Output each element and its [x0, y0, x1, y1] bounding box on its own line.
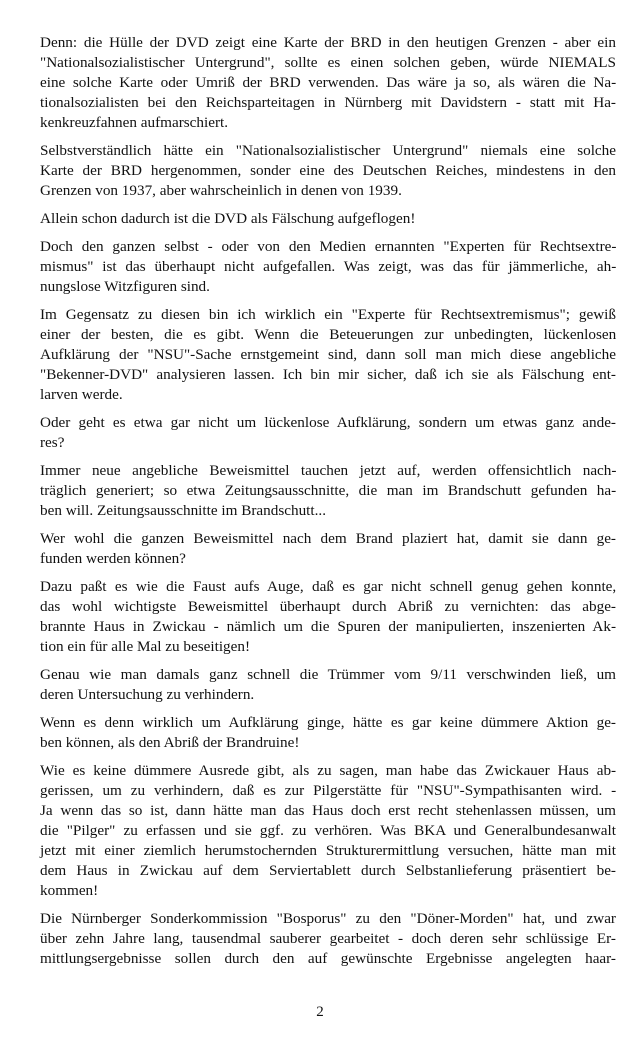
text-line: ben will. Zeitungsausschnitte im Brandschutt... — [40, 502, 326, 519]
text-line: Karte der BRD hergenommen, sonder eine des Deutschen Reiches, mindestens in den — [40, 162, 616, 179]
text-line: Dazu paßt es wie die Faust aufs Auge, daß es gar nicht schnell genug gehen konnte, — [40, 578, 617, 595]
paragraph — [40, 209, 616, 229]
text-line: über zehn Jahre lang, tausendmal sauberer gearbeitet - doch deren sehr schlüssige Er- — [40, 930, 616, 947]
text-line: Wie es keine dümmere Ausrede gibt, als zu sagen, man habe das Zwickauer Haus ab- — [40, 762, 617, 779]
paragraph — [40, 713, 616, 753]
text-line: mismus" ist das überhaupt nicht aufgefallen. Was zeigt, was das für jämmerliche, ah- — [40, 258, 617, 275]
text-line: Die Nürnberger Sonderkommission "Bosporus" zu den "Döner-Morden" hat, und zwar — [40, 910, 616, 927]
paragraph — [40, 909, 616, 969]
text-line: Wenn es denn wirklich um Aufklärung ginge, hätte es gar keine dümmere Aktion ge- — [40, 714, 616, 731]
text-line: Oder geht es etwa gar nicht um lückenlose Aufklärung, sondern um etwas ganz ande- — [40, 414, 616, 431]
paragraph — [40, 141, 616, 201]
text-line: kommen! — [40, 882, 99, 899]
paragraph — [40, 305, 616, 405]
text-line: gerissen, um zu verhindern, daß es zur Pilgerstätte für "NSU"-Sympathisanten wird. - — [40, 782, 617, 799]
text-line: Aufklärung der "NSU"-Sache ernstgemeint sind, dann soll man mich diese angebliche — [40, 346, 616, 363]
text-line: Selbstverständlich hätte ein "Nationalsozialistischer Untergrund" niemals eine solche — [40, 142, 616, 159]
page-number: 2 — [316, 1004, 324, 1020]
text-line: tionalsozialisten bei den Reichsparteitagen in Nürnberg mit Davidstern - statt mit Ha- — [40, 94, 616, 111]
text-line: tion ein für alle Mal zu beseitigen! — [40, 638, 251, 655]
paragraph — [40, 33, 616, 133]
paragraph — [40, 237, 616, 297]
text-line: ben können, als den Abriß der Brandruine! — [40, 734, 300, 751]
text-line: nungslose Witzfiguren sind. — [40, 278, 210, 295]
text-line: träglich generiert; so etwa Zeitungsausschnitte, die man im Brandschutt gefunden ha- — [40, 482, 617, 499]
paragraph — [40, 665, 616, 705]
text-line: Genau wie man damals ganz schnell die Trümmer vom 9/11 verschwinden ließ, um — [40, 666, 616, 683]
paragraph — [40, 577, 616, 657]
text-line: brannte Haus in Zwickau - nämlich um die Spuren der manipulierten, inszenierten Ak- — [40, 618, 616, 635]
text-line: Grenzen von 1937, aber wahrscheinlich in denen von 1939. — [40, 182, 402, 199]
text-line: die "Pilger" zu erfassen und sie ggf. zu verhören. Was BKA und Generalbundesanwalt — [40, 822, 616, 839]
text-line: "Nationalsozialistischer Untergrund", sollte es einen solchen geben, würde NIEMALS — [40, 54, 616, 71]
text-line: das wohl wichtigste Beweismittel überhaupt durch Abriß zu vernichten: das abge- — [40, 598, 616, 615]
text-line: kenkreuzfahnen aufmarschiert. — [40, 114, 229, 131]
text-line: funden werden können? — [40, 550, 186, 567]
paragraph — [40, 413, 616, 453]
text-line: res? — [40, 434, 65, 451]
text-line: Wer wohl die ganzen Beweismittel nach dem Brand plaziert hat, damit sie dann ge- — [40, 530, 616, 547]
text-line: einer der besten, die es gibt. Wenn die Beteuerungen zur unbedingten, lückenlosen — [40, 326, 617, 343]
text-line: Immer neue angebliche Beweismittel tauchen jetzt auf, werden offensichtlich nach- — [40, 462, 617, 479]
paragraph — [40, 761, 616, 901]
text-line: deren Untersuchung zu verhindern. — [40, 686, 255, 703]
text-line: Denn: die Hülle der DVD zeigt eine Karte der BRD in den heutigen Grenzen - aber ein — [40, 34, 616, 51]
text-line: Doch den ganzen selbst - oder von den Medien ernannten "Experten für Rechtsextre- — [40, 238, 617, 255]
text-line: eine solche Karte oder Umriß der BRD verwenden. Das wäre ja so, als wären die Na- — [40, 74, 617, 91]
text-line: larven werde. — [40, 386, 123, 403]
paragraph — [40, 529, 616, 569]
body-text — [40, 33, 616, 977]
text-line: jetzt mit einer ziemlich herumstochernden Strukturermittlung versuchen, hätte man mit — [40, 842, 616, 859]
text-line: dem Haus in Zwickau auf dem Serviertablett durch Selbstanlieferung präsentiert be- — [40, 862, 616, 879]
text-line: "Bekenner-DVD" analysieren lassen. Ich bin mir sicher, daß ich sie als Fälschung ent- — [40, 366, 616, 383]
text-line: mittlungsergebnisse sollen durch den auf gewünschte Ergebnisse angelegten haar- — [40, 950, 616, 967]
text-line: Im Gegensatz zu diesen bin ich wirklich ein "Experte für Rechtsextremismus"; gewiß — [40, 306, 616, 323]
text-line: Ja wenn das so ist, dann hätte man das Haus doch erst recht stehenlassen müssen, um — [40, 802, 616, 819]
text-line: Allein schon dadurch ist die DVD als Fälschung aufgeflogen! — [40, 210, 416, 227]
paragraph — [40, 461, 616, 521]
